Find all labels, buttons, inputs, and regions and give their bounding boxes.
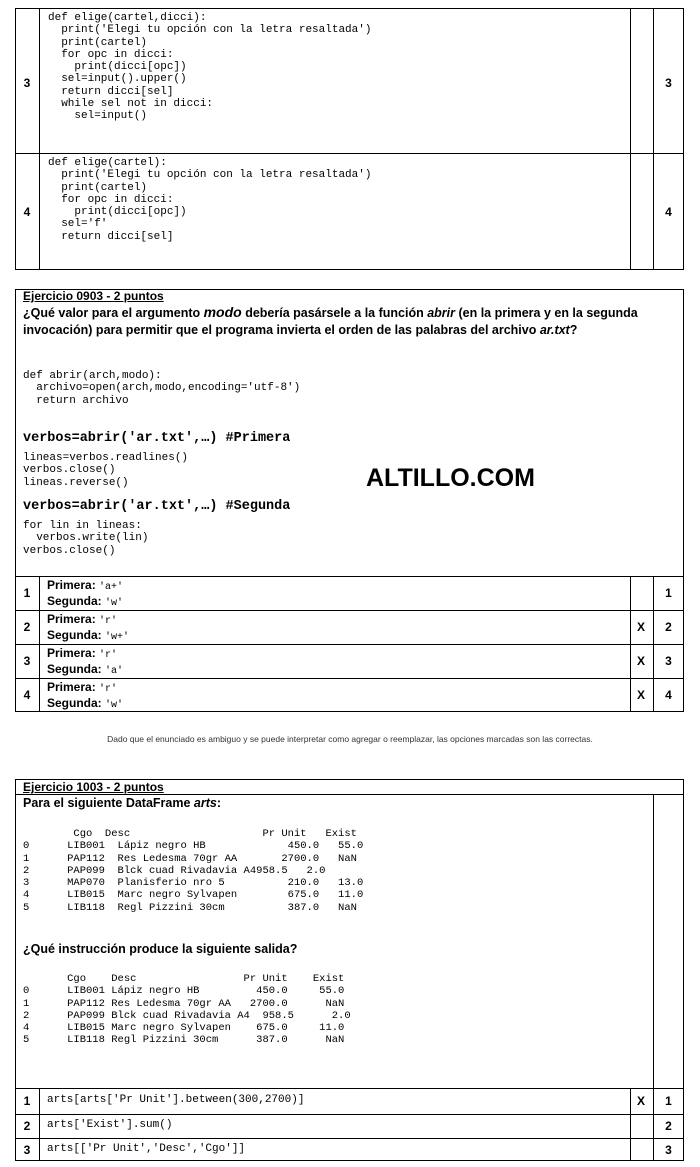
option-number-right: 3 [665,654,672,668]
option-number-right: 3 [665,76,672,90]
watermark: ALTILLO.COM [366,464,535,492]
code-def-abrir: def abrir(arch,modo): archivo=open(arch,modo,encoding='utf-8') return archivo [23,370,301,407]
option-primera: Primera: 'a+' [47,578,124,593]
correct-mark: X [637,620,646,634]
option-segunda: Segunda: 'w' [47,696,124,711]
option-segunda: Segunda: 'w+' [47,628,130,643]
exercise-title: Ejercicio 1003 - 2 puntos [23,780,164,794]
option-number: 3 [23,1143,31,1157]
option-code: arts[arts['Pr Unit'].between(300,2700)] [47,1094,305,1106]
exercise-title: Ejercicio 0903 - 2 puntos [23,289,164,303]
option-number-right: 1 [665,1094,672,1108]
option-number: 3 [23,654,31,668]
exercise-question: ¿Qué valor para el argumento modo debería pasársele a la función abrir (en la primera y en la segunda invocación) para permitir que el programa invierta el orden de las palabras del archivo ar.txt? [23,304,638,337]
option-number: 1 [23,1094,31,1108]
option-number: 4 [23,205,31,219]
option-number-right: 1 [665,586,672,600]
option-code: arts[['Pr Unit','Desc','Cgo']] [47,1143,246,1155]
exercise-question: ¿Qué instrucción produce la siguiente salida? [23,942,298,956]
option-number: 2 [23,1119,31,1133]
option-number: 2 [23,620,31,634]
option-number: 3 [23,76,31,90]
correct-mark: X [637,688,646,702]
option-number: 1 [23,586,31,600]
option-segunda: Segunda: 'w' [47,594,124,609]
dataframe-output: Cgo Desc Pr Unit Exist 0 LIB001 Lápiz negro HB 450.0 55.0 1 PAP112 Res Ledesma 70gr AA 2700.0 NaN 2 PAP099 Blck cuad Rivadavia A4 958.5 2.0 4 LIB015 Marc negro Sylvapen 675.0 11.0 5 LIB118 Regl Pizzini 30cm 387.0 NaN [23,973,351,1047]
correct-mark: X [637,1094,646,1108]
answer-note: Dado que el enunciado es ambiguo y se puede interpretar como agregar o reemplazar, las opciones marcadas son las correctas. [107,734,593,744]
option-segunda: Segunda: 'a' [47,662,124,677]
option-code: def elige(cartel): print('Elegi tu opción con la letra resaltada') print(cartel) for opc in dicci: print(dicci[opc]) sel='f' return dicci[sel] [48,157,372,243]
code-readlines: lineas=verbos.readlines() verbos.close() lineas.reverse() [23,452,189,489]
option-code: arts['Exist'].sum() [47,1119,173,1131]
option-primera: Primera: 'r' [47,680,118,695]
code-segunda-call: verbos=abrir('ar.txt',…) #Segunda [23,499,291,514]
option-number-right: 2 [665,1119,672,1133]
option-number-right: 3 [665,1143,672,1157]
exercise-intro: Para el siguiente DataFrame arts: [23,796,222,810]
code-write-loop: for lin in lineas: verbos.write(lin) verbos.close() [23,520,149,557]
option-primera: Primera: 'r' [47,646,118,661]
code-primera-call: verbos=abrir('ar.txt',…) #Primera [23,431,291,446]
option-number-right: 2 [665,620,672,634]
dataframe-input: Cgo Desc Pr Unit Exist 0 LIB001 Lápiz negro HB 450.0 55.0 1 PAP112 Res Ledesma 70gr AA 2700.0 NaN 2 PAP099 Blck cuad Rivadavia A4958.5 2.0 3 MAP070 Planisferio nro 5 210.0 13.0 4 LIB015 Marc negro Sylvapen 675.0 11.0 5 LIB118 Regl Pizzini 30cm 387.0 NaN [23,828,364,914]
option-primera: Primera: 'r' [47,612,118,627]
correct-mark: X [637,654,646,668]
option-number-right: 4 [665,205,672,219]
option-code: def elige(cartel,dicci): print('Elegi tu opción con la letra resaltada') print(cartel) for opc in dicci: print(dicci[opc]) sel=input().upper() return dicci[sel] while sel not in dicci: sel=input() [48,12,372,123]
option-number-right: 4 [665,688,672,702]
option-number: 4 [23,688,31,702]
